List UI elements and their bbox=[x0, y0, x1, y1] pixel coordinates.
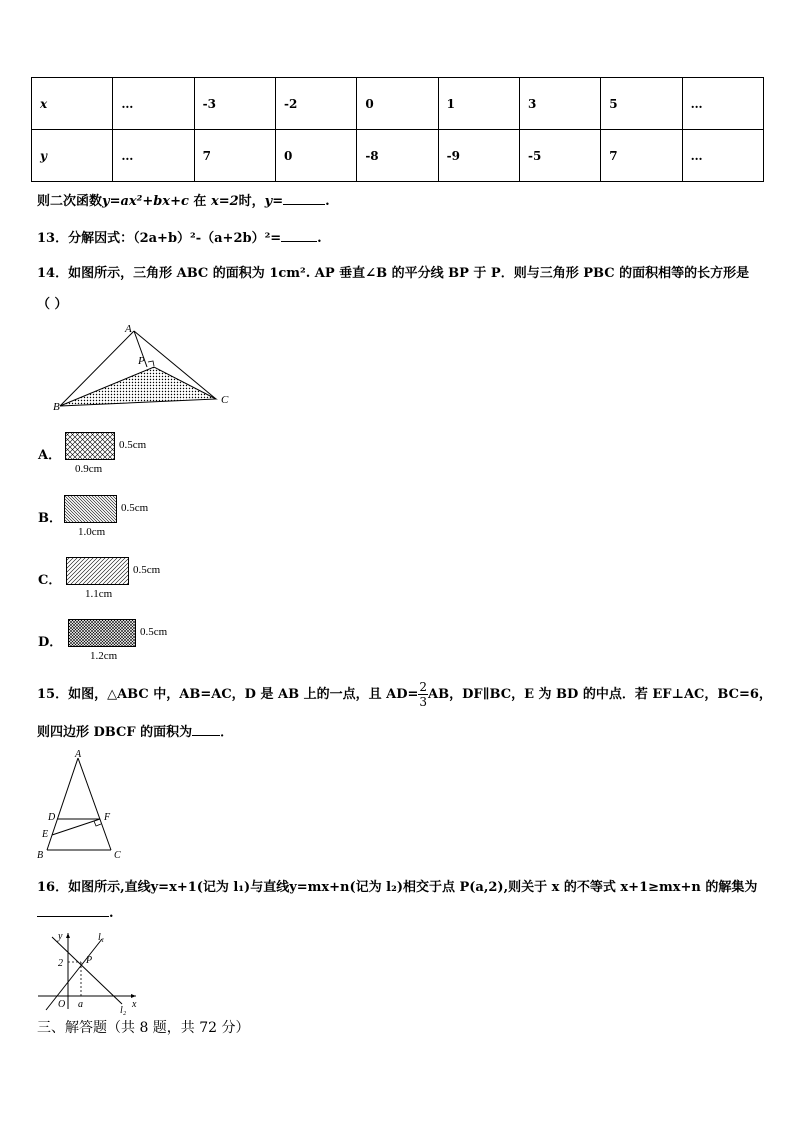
label-p: P bbox=[138, 355, 145, 367]
label-f: F bbox=[104, 812, 111, 823]
option-a-letter[interactable]: A． bbox=[38, 448, 62, 463]
option-d-rectangle[interactable] bbox=[68, 619, 136, 647]
table-header-cell: y bbox=[32, 130, 113, 182]
answer-blank[interactable] bbox=[37, 916, 109, 917]
q16-text: . bbox=[109, 906, 114, 921]
question-16 bbox=[37, 876, 757, 895]
q13-text: 13．分解因式：（2a+b）²-（a+2b）²= bbox=[37, 231, 282, 246]
option-c-rectangle[interactable] bbox=[66, 557, 129, 585]
answer-blank[interactable] bbox=[281, 241, 317, 242]
section-heading: 三、解答题（共 8 题，共 72 分） bbox=[37, 1020, 250, 1036]
label-y: y bbox=[58, 931, 63, 942]
q12-condition: x=2 bbox=[210, 194, 239, 209]
table-cell: 5 bbox=[601, 78, 682, 130]
q15-text: AB，DF∥BC，E 为 BD 的中点．若 EF⊥AC，BC=6， bbox=[428, 687, 772, 702]
option-d-height: 0.5cm bbox=[140, 626, 168, 638]
label-a: A bbox=[75, 749, 82, 760]
q12-text: . bbox=[325, 194, 330, 209]
table-cell: … bbox=[113, 130, 194, 182]
line-l1 bbox=[46, 939, 102, 1010]
q15-triangle-figure bbox=[33, 746, 133, 864]
y-axis-arrow bbox=[66, 933, 70, 938]
label-x: x bbox=[132, 999, 137, 1010]
q12-text: 则二次函数 bbox=[37, 194, 103, 209]
q16-graph-figure bbox=[36, 929, 146, 1015]
q12-answer-line bbox=[37, 190, 330, 209]
q15-text: 15．如图，△ABC 中，AB=AC，D 是 AB 上的一点，且 AD= bbox=[37, 687, 419, 702]
q14-triangle-figure bbox=[35, 318, 245, 418]
answer-paren: （ ） bbox=[37, 297, 68, 312]
table-cell: 1 bbox=[438, 78, 519, 130]
x-axis-arrow bbox=[131, 994, 136, 998]
table-cell: 7 bbox=[601, 130, 682, 182]
label-d: D bbox=[48, 812, 56, 823]
option-c-letter[interactable]: C． bbox=[38, 573, 62, 588]
option-d-width: 1.2cm bbox=[90, 650, 118, 662]
fraction-denominator: 3 bbox=[419, 695, 428, 709]
label-a: a bbox=[78, 999, 83, 1010]
q12-formula: y=ax²+bx+c bbox=[102, 194, 189, 209]
question-14 bbox=[37, 262, 749, 281]
option-a-rectangle[interactable] bbox=[65, 432, 115, 460]
label-c: C bbox=[114, 850, 121, 861]
question-13 bbox=[37, 227, 322, 246]
right-angle-mark bbox=[148, 361, 154, 366]
label-l1: l₁ bbox=[98, 932, 105, 943]
line-l2 bbox=[52, 937, 122, 1004]
option-c-width: 1.1cm bbox=[85, 588, 113, 600]
answer-blank[interactable] bbox=[192, 735, 220, 736]
table-cell: -8 bbox=[357, 130, 438, 182]
q12-text: 时， bbox=[238, 194, 265, 209]
q16-text: 16．如图所示,直线y=x+1(记为 l₁)与直线y=mx+n(记为 l₂)相交于点 P(a,2),则关于 x 的不等式 x+1≥mx+n 的解集为 bbox=[37, 880, 758, 895]
option-a-height: 0.5cm bbox=[119, 439, 147, 451]
table-cell: -2 bbox=[275, 78, 356, 130]
label-2: 2 bbox=[58, 958, 63, 969]
option-b-height: 0.5cm bbox=[121, 502, 149, 514]
shaded-triangle-pbc bbox=[60, 367, 216, 406]
q14-paren bbox=[37, 293, 68, 312]
option-d-letter[interactable]: D． bbox=[38, 635, 63, 650]
value-table bbox=[31, 77, 764, 182]
segment-ef bbox=[52, 819, 100, 835]
q12-text: 在 bbox=[193, 194, 207, 209]
table-cell: … bbox=[113, 78, 194, 130]
table-row bbox=[32, 130, 764, 182]
label-p: P bbox=[86, 955, 93, 966]
option-a-width: 0.9cm bbox=[75, 463, 103, 475]
table-cell: -3 bbox=[194, 78, 275, 130]
table-row bbox=[32, 78, 764, 130]
table-cell: -9 bbox=[438, 130, 519, 182]
q14-text: 14．如图所示，三角形 ABC 的面积为 1cm². AP 垂直∠B 的平分线 BP 于 P．则与三角形 PBC 的面积相等的长方形是 bbox=[37, 266, 750, 281]
side-ab bbox=[47, 758, 78, 850]
question-15-line-2 bbox=[37, 721, 233, 740]
label-e: E bbox=[42, 829, 49, 840]
option-b-rectangle[interactable] bbox=[64, 495, 117, 523]
fraction bbox=[418, 680, 428, 709]
q12-answer-var: y= bbox=[264, 194, 284, 209]
question-15 bbox=[37, 680, 772, 709]
label-origin: O bbox=[58, 999, 66, 1010]
label-l2: l₂ bbox=[120, 1005, 127, 1015]
label-b: B bbox=[53, 401, 60, 413]
option-b-letter[interactable]: B． bbox=[38, 511, 62, 526]
q15-text: ． bbox=[220, 725, 234, 740]
table-cell: 7 bbox=[194, 130, 275, 182]
table-cell: … bbox=[682, 78, 763, 130]
right-angle-mark bbox=[94, 821, 101, 826]
label-a: A bbox=[125, 323, 132, 335]
label-c: C bbox=[221, 394, 229, 406]
table-cell: -5 bbox=[519, 130, 600, 182]
table-cell: 0 bbox=[275, 130, 356, 182]
table-cell: 0 bbox=[357, 78, 438, 130]
question-16-line-2 bbox=[37, 906, 114, 921]
fraction-numerator: 2 bbox=[419, 680, 428, 694]
q13-text: . bbox=[317, 231, 322, 246]
option-c-height: 0.5cm bbox=[133, 564, 161, 576]
q15-text: 则四边形 DBCF 的面积为 bbox=[37, 725, 193, 740]
label-b: B bbox=[37, 850, 44, 861]
answer-blank[interactable] bbox=[283, 204, 325, 205]
table-cell: … bbox=[682, 130, 763, 182]
table-header-cell: x bbox=[32, 78, 113, 130]
option-b-width: 1.0cm bbox=[78, 526, 106, 538]
table-cell: 3 bbox=[519, 78, 600, 130]
side-ac bbox=[78, 758, 111, 850]
